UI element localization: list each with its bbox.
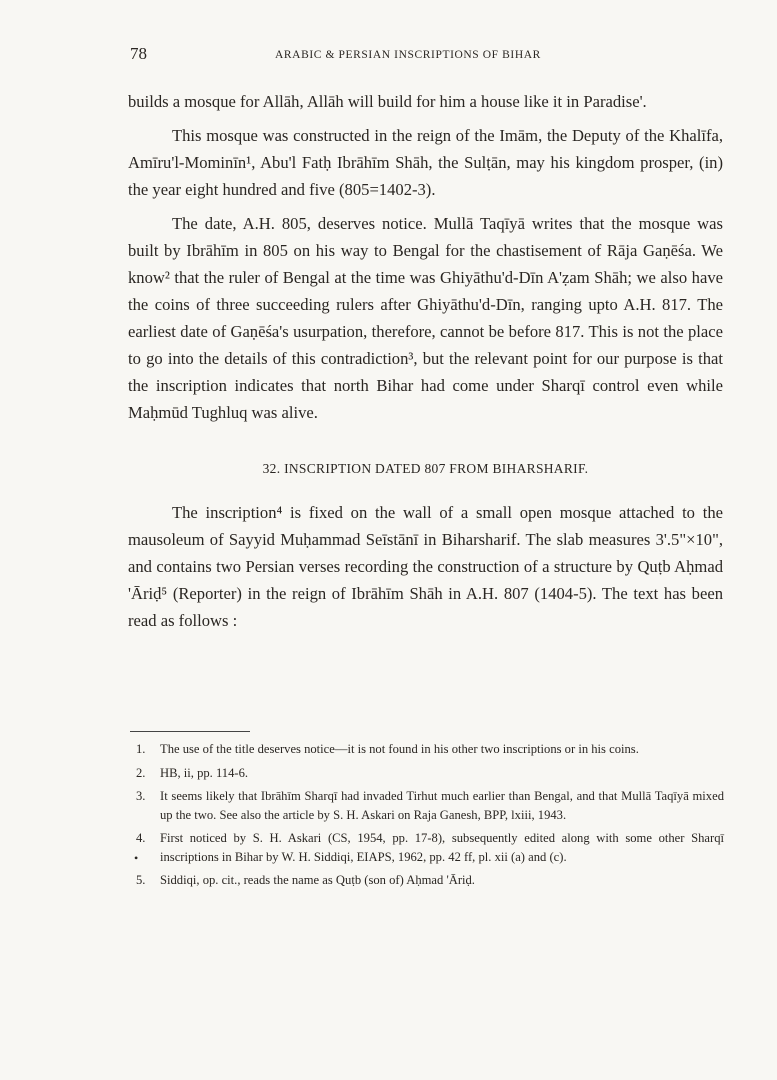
footnote-text: First noticed by S. H. Askari (CS, 1954, pp. 17-8), subsequently edited along with some other Sharqī inscriptions in Bihar by W. H. Siddiqi, EIAPS, 1962, pp. 42 ff, pl. xii (a) and (c). xyxy=(160,831,724,864)
footnote xyxy=(136,764,724,783)
main-text xyxy=(128,88,723,641)
footnote-text: It seems likely that Ibrāhīm Sharqī had invaded Tirhut much earlier than Bengal, and that Mullā Taqīyā mixed up the two. See also the article by S. H. Askari on Raja Ganesh, BPP, lxiii, 1943. xyxy=(160,789,724,822)
page-number: 78 xyxy=(130,44,147,63)
page-header xyxy=(130,44,725,68)
running-head: ARABIC & PERSIAN INSCRIPTIONS OF BIHAR xyxy=(275,49,541,61)
section-heading: 32. INSCRIPTION DATED 807 FROM BIHARSHARIF. xyxy=(262,461,589,476)
footnote-number: 1. xyxy=(136,742,146,756)
footnote xyxy=(136,829,724,866)
paragraph-2: This mosque was constructed in the reign of the Imām, the Deputy of the Khalīfa, Amīru'l-Mominīn¹, Abu'l Fatḥ Ibrāhīm Shāh, the Sulṭān, may his kingdom prosper, (in) the year eight hundred and five (805=1402-3). xyxy=(128,126,723,199)
footnote-divider xyxy=(130,731,250,732)
paragraph-3: The date, A.H. 805, deserves notice. Mullā Taqīyā writes that the mosque was built by Ibrāhīm in 805 on his way to Bengal for the chastisement of Rāja Gaṇēśa. We know² that the ruler of Bengal at the time was Ghiyāthu'd-Dīn A'ẓam Shāh; we also have the coins of three succeeding rulers after Ghiyāthu'd-Dīn, ranging upto A.H. 817. The earliest date of Gaṇēśa's usurpation, therefore, cannot be before 817. This is not the place to go into the details of this contradiction³, but the relevant point for our purpose is that the inscription indicates that north Bihar had come under Sharqī control even while Maḥmūd Tughluq was alive. xyxy=(128,214,723,422)
footnote-text: The use of the title deserves notice—it is not found in his other two inscriptions or in his coins. xyxy=(160,742,639,756)
footnote-text: HB, ii, pp. 114-6. xyxy=(160,765,249,780)
footnote-text: Siddiqi, op. cit., reads the name as Quṭb (son of) Aḥmad 'Āriḍ. xyxy=(160,873,475,887)
footnote xyxy=(136,740,724,759)
footnotes xyxy=(136,740,724,895)
footnote-number: 2. xyxy=(136,765,146,780)
footnote xyxy=(136,787,724,824)
footnote-number: 5. xyxy=(136,873,146,887)
paragraph-1: builds a mosque for Allāh, Allāh will build for him a house like it in Paradise'. xyxy=(128,92,647,111)
margin-mark: • xyxy=(134,851,139,865)
footnote xyxy=(136,871,724,890)
paragraph-4: The inscription⁴ is fixed on the wall of a small open mosque attached to the mausoleum of Sayyid Muḥammad Seīstānī in Biharsharif. The slab measures 3'.5"×10", and contains two Persian verses recording the construction of a structure by Quṭb Aḥmad 'Āriḍ⁵ (Reporter) in the reign of Ibrāhīm Shāh in A.H. 807 (1404-5). The text has been read as follows : xyxy=(128,503,723,630)
footnote-number: 3. xyxy=(136,789,146,803)
footnote-number: 4. xyxy=(136,831,146,845)
